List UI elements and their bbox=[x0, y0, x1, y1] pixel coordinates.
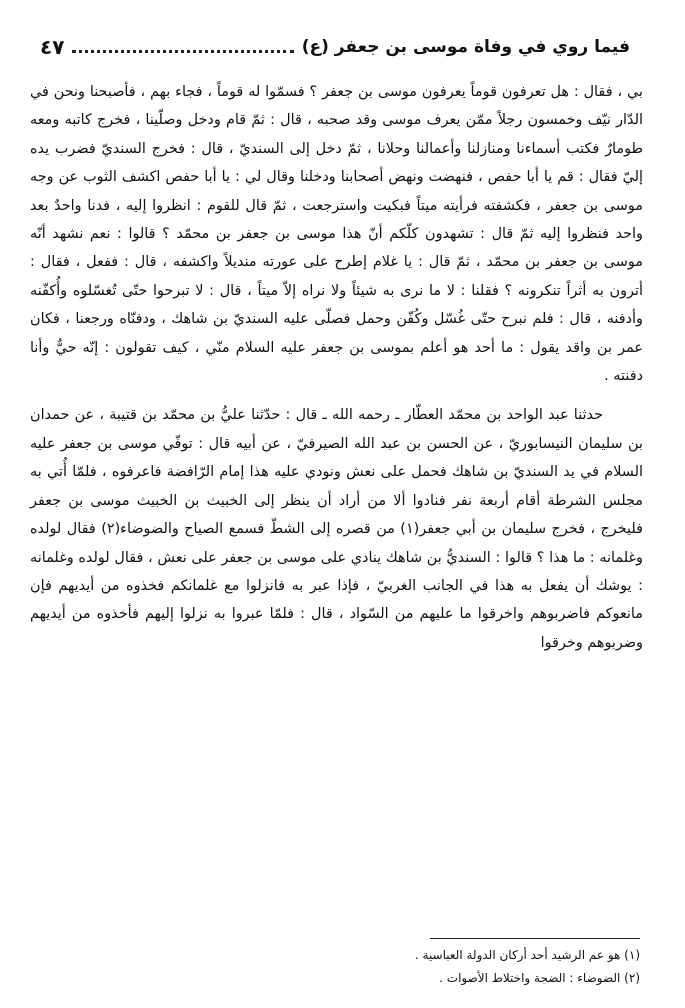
running-title: فيما روي في وفاة موسى بن جعفر (ع) bbox=[301, 37, 630, 57]
paragraph-2: حدثنا عبد الواحد بن محمّد العطّار ـ رحمه الله ـ قال : حدّثنا عليُّ بن محمّد بن قتيبة ، عن حمدان بن سليمان النيسابوريّ ، عن الحسن بن عبد الله الصيرفيّ ، عن أبيه قال : توفّي موسى بن جعفر عليه السلام في يد السنديّ بن شاهك فحمل على نعش ونودي عليه هذا إمام الرّافضة فاعرفوه ، فلمّا أُتي به مجلس الشرطة أقام أربعة نفر فنادوا ألا من أراد أن ينظر إلى الخبيث بن الخبيث موسى بن جعفر فليخرج ، فخرج سليمان بن أبي جعفر(١) من قصره إلى الشطّ فسمع الصياح والضوضاء(٢) فقال لولده وغلمانه : ما هذا ؟ قالوا : السنديُّ بن شاهك ينادي على موسى بن جعفر على نعش ، فقال لولده وغلمانه : يوشك أن يفعل به هذا في الجانب الغربيّ ، فإذا عبر به فانزلوا مع غلمانكم فخذوه من أيديهم فإن مانعوكم فاضربوهم واخرقوا ما عليهم من السّواد ، قال : فلمّا عبروا به نزلوا إليهم فأخذوه من أيديهم وضربوهم وخرقوا bbox=[30, 407, 644, 651]
footnotes bbox=[60, 944, 640, 990]
footnote-1: (١) هو عم الرشيد أحد أركان الدولة العباسية . bbox=[414, 948, 640, 962]
header-dot-leader bbox=[72, 50, 293, 53]
footnote-2: (٢) الضوضاء : الضجة واختلاط الأصوات . bbox=[439, 971, 640, 985]
footnote-separator bbox=[430, 938, 640, 939]
page-number: ٤٧ bbox=[40, 35, 65, 59]
page-header bbox=[40, 32, 630, 62]
main-text bbox=[30, 78, 643, 657]
paragraph-1: بي ، فقال : هل تعرفون قوماً يعرفون موسى بن جعفر ؟ فسمّوا له قوماً ، فجاء بهم ، فأصبحنا ونحن في الدّار نيّف وخمسون رجلاً ممّن يعرف موسى وقد صحبه ، قال : ثمّ قام ودخل وصلّينا ، فخرج كاتبه ومعه طومارٌ فكتب أسماءنا ومنازلنا وأعمالنا وحلانا ، ثمّ دخل إلى السنديّ ، قال : فخرج السنديّ فضرب يده إليّ فقال : قم يا أبا حفص ، فنهضت ونهض أصحابنا ودخلنا وقال لي : يا أبا حفص اكشف الثوب عن وجه موسى بن جعفر ، فكشفته فرأيته ميتاً فبكيت واسترجعت ، ثمّ قال للقوم : انظروا إليه ، فدنا واحدٌ بعد واحد فنظروا إليه ثمّ قال : تشهدون كلّكم أنّ هذا موسى بن جعفر بن محمّد ؟ قالوا : نعم نشهد أنّه موسى بن جعفر بن محمّد ، ثمّ قال : يا غلام إطرح على عورته منديلاً واكشفه ، قال : ففعل ، فقال : أترون به أثراً تنكرونه ؟ فقلنا : لا ما نرى به شيئاً ولا نراه إلاّ ميتاً ، قال : لا تبرحوا حتّى تُغسّلوه وأُكفّنه وأدفنه ، قال : فلم نبرح حتّى غُسّل وكُفّن وحمل فصلّى عليه السنديّ بن شاهك ، ودفنّاه ورجعنا ، فكان عمر بن واقد يقول : ما أحد هو أعلم بموسى بن جعفر عليه السلام منّي ، كيف تقولون : إنّه حيٌّ وأنا دفنته . bbox=[30, 84, 643, 385]
